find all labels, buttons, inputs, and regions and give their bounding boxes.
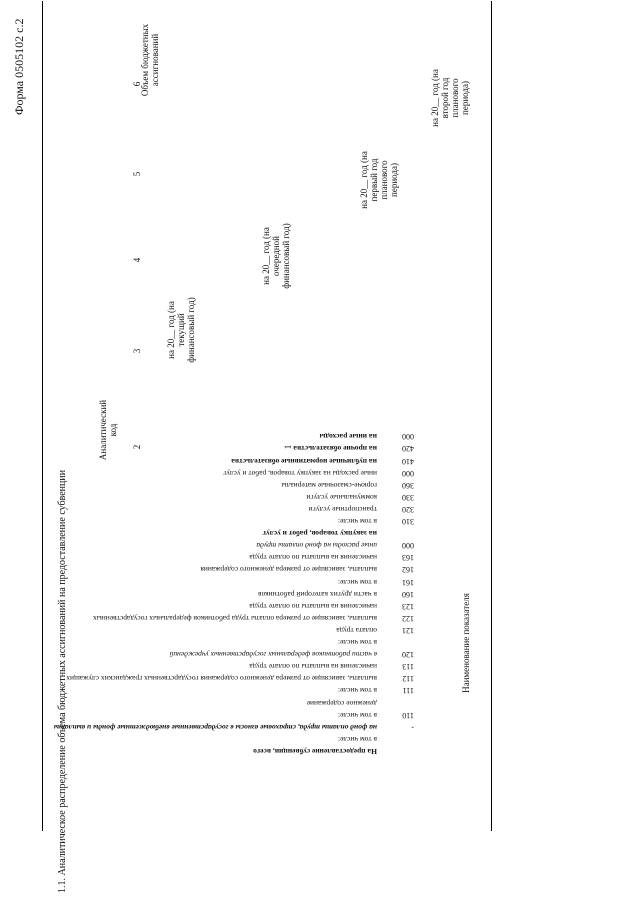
row-code: 110 bbox=[402, 710, 414, 720]
row-code: 112 bbox=[402, 674, 414, 684]
table-row bbox=[42, 586, 492, 598]
column-number-4: 4 bbox=[132, 257, 142, 263]
row-code: 161 bbox=[402, 577, 414, 587]
row-label: в том числе: bbox=[337, 577, 377, 587]
row-label: На предоставление субвенции, всего bbox=[253, 747, 377, 756]
row-code: 111 bbox=[402, 686, 414, 696]
row-code bbox=[380, 743, 414, 755]
row-label: в том числе: bbox=[337, 517, 377, 527]
row-label: выплаты, зависящие от размера денежного содержания bbox=[200, 565, 377, 575]
row-code: 120 bbox=[402, 650, 414, 660]
table-row bbox=[42, 707, 492, 719]
table-row bbox=[42, 610, 492, 622]
column-number-3: 3 bbox=[132, 348, 142, 354]
table-row bbox=[42, 634, 492, 646]
table-row bbox=[42, 743, 492, 755]
table-row bbox=[42, 501, 492, 513]
row-code: 420 bbox=[402, 444, 414, 454]
table-row bbox=[42, 440, 492, 452]
row-code: 162 bbox=[402, 565, 414, 575]
table-row bbox=[42, 719, 492, 731]
row-label: в части других категорий работников bbox=[258, 589, 377, 599]
row-code: 410 bbox=[402, 456, 414, 466]
row-label: оплата труда bbox=[336, 626, 377, 635]
header-year-6: на 20__ год (на второй год планового периода) bbox=[430, 69, 470, 127]
row-code: 121 bbox=[402, 626, 414, 635]
row-label: в том числе: bbox=[337, 686, 377, 696]
form-number-label: Форма 0505102 с.2 bbox=[12, 18, 26, 115]
table-row bbox=[42, 477, 492, 489]
table-row bbox=[42, 658, 492, 670]
row-code: 123 bbox=[402, 601, 414, 611]
row-label: иные расходы на закупку товаров, работ и услуг bbox=[222, 468, 377, 478]
table-row bbox=[42, 525, 492, 537]
row-code: 360 bbox=[402, 480, 414, 490]
table-row bbox=[42, 549, 492, 561]
row-code bbox=[380, 634, 414, 646]
row-code: - bbox=[411, 722, 414, 732]
row-label: в том числе: bbox=[337, 734, 377, 744]
row-code: 163 bbox=[402, 553, 414, 563]
table-row bbox=[42, 489, 492, 501]
row-label: начисления на выплаты по оплате труда bbox=[249, 601, 377, 611]
row-label: транспортные услуги bbox=[308, 505, 377, 514]
header-year-5: на 20__ год (на первый год планового периода) bbox=[359, 151, 399, 209]
header-year-3: на 20__ год (на текущий финансовый год) bbox=[166, 297, 196, 363]
table-row bbox=[42, 465, 492, 477]
row-code: 000 bbox=[402, 432, 414, 442]
row-label: начисления на выплаты по оплате труда bbox=[249, 662, 377, 672]
row-code: 310 bbox=[402, 517, 414, 527]
table-row bbox=[42, 561, 492, 573]
header-name: Наименование показателя bbox=[460, 593, 471, 693]
row-label: на публичные нормативные обязательства bbox=[231, 456, 377, 466]
column-number-6: 6 bbox=[132, 81, 142, 87]
column-number-5: 5 bbox=[132, 171, 142, 177]
row-code bbox=[380, 695, 414, 707]
row-label: коммунальные услуги bbox=[306, 492, 377, 502]
header-volume: Объем бюджетных ассигнований bbox=[140, 23, 160, 97]
row-label: на иные расходы bbox=[319, 432, 377, 442]
row-code: 122 bbox=[402, 613, 414, 623]
table-row bbox=[42, 453, 492, 465]
row-label: иные расходы на фонд оплаты труда bbox=[256, 541, 377, 551]
row-code bbox=[380, 731, 414, 743]
table-row bbox=[42, 428, 492, 440]
table-row bbox=[42, 598, 492, 610]
row-code: 320 bbox=[402, 505, 414, 514]
row-label: выплаты, зависящие от размера оплаты труда работников федеральных государственных bbox=[92, 613, 377, 623]
row-label: в том числе: bbox=[337, 710, 377, 720]
table-row bbox=[42, 537, 492, 549]
row-label: в том числе: bbox=[337, 638, 377, 648]
section-title: 1.1. Аналитическое распределение объема бюджетных ассигнований на предоставление субвенции bbox=[57, 469, 68, 893]
table-row bbox=[42, 622, 492, 634]
table-border-right bbox=[491, 1, 492, 831]
table-row bbox=[42, 670, 492, 682]
table-row bbox=[42, 513, 492, 525]
row-code: 113 bbox=[402, 662, 414, 672]
column-number-1: 1 bbox=[283, 444, 293, 450]
row-label: денежное содержание bbox=[306, 698, 377, 708]
header-year-4: на 20__ год (на очередной финансовый год) bbox=[261, 223, 291, 289]
table-row bbox=[42, 695, 492, 707]
row-label: на фонд оплаты труда, страховые взносы в государственные внебюджетные фонды и выплаты bbox=[53, 722, 377, 732]
row-code: 000 bbox=[402, 468, 414, 478]
column-number-2: 2 bbox=[132, 444, 142, 450]
row-code bbox=[380, 525, 414, 537]
header-code: Аналитический код bbox=[98, 399, 118, 461]
table-row bbox=[42, 731, 492, 743]
row-label: начисления на выплаты по оплате труда bbox=[249, 553, 377, 563]
row-label: на закупку товаров, работ и услуг bbox=[262, 529, 377, 539]
row-code: 330 bbox=[402, 492, 414, 502]
table-row bbox=[42, 646, 492, 658]
row-label: выплаты, зависящие от размера денежного содержания государственных гражданских служащих bbox=[66, 674, 377, 684]
row-label: горюче-смазочные материалы bbox=[281, 480, 377, 490]
row-label: в части работников федеральных государственных учреждений bbox=[169, 650, 377, 660]
table-border-left bbox=[42, 1, 43, 831]
row-code: 160 bbox=[402, 589, 414, 599]
table-row bbox=[42, 574, 492, 586]
table-row bbox=[42, 682, 492, 694]
row-code: 000 bbox=[402, 541, 414, 551]
row-label: на прочие обязательства bbox=[293, 444, 377, 454]
